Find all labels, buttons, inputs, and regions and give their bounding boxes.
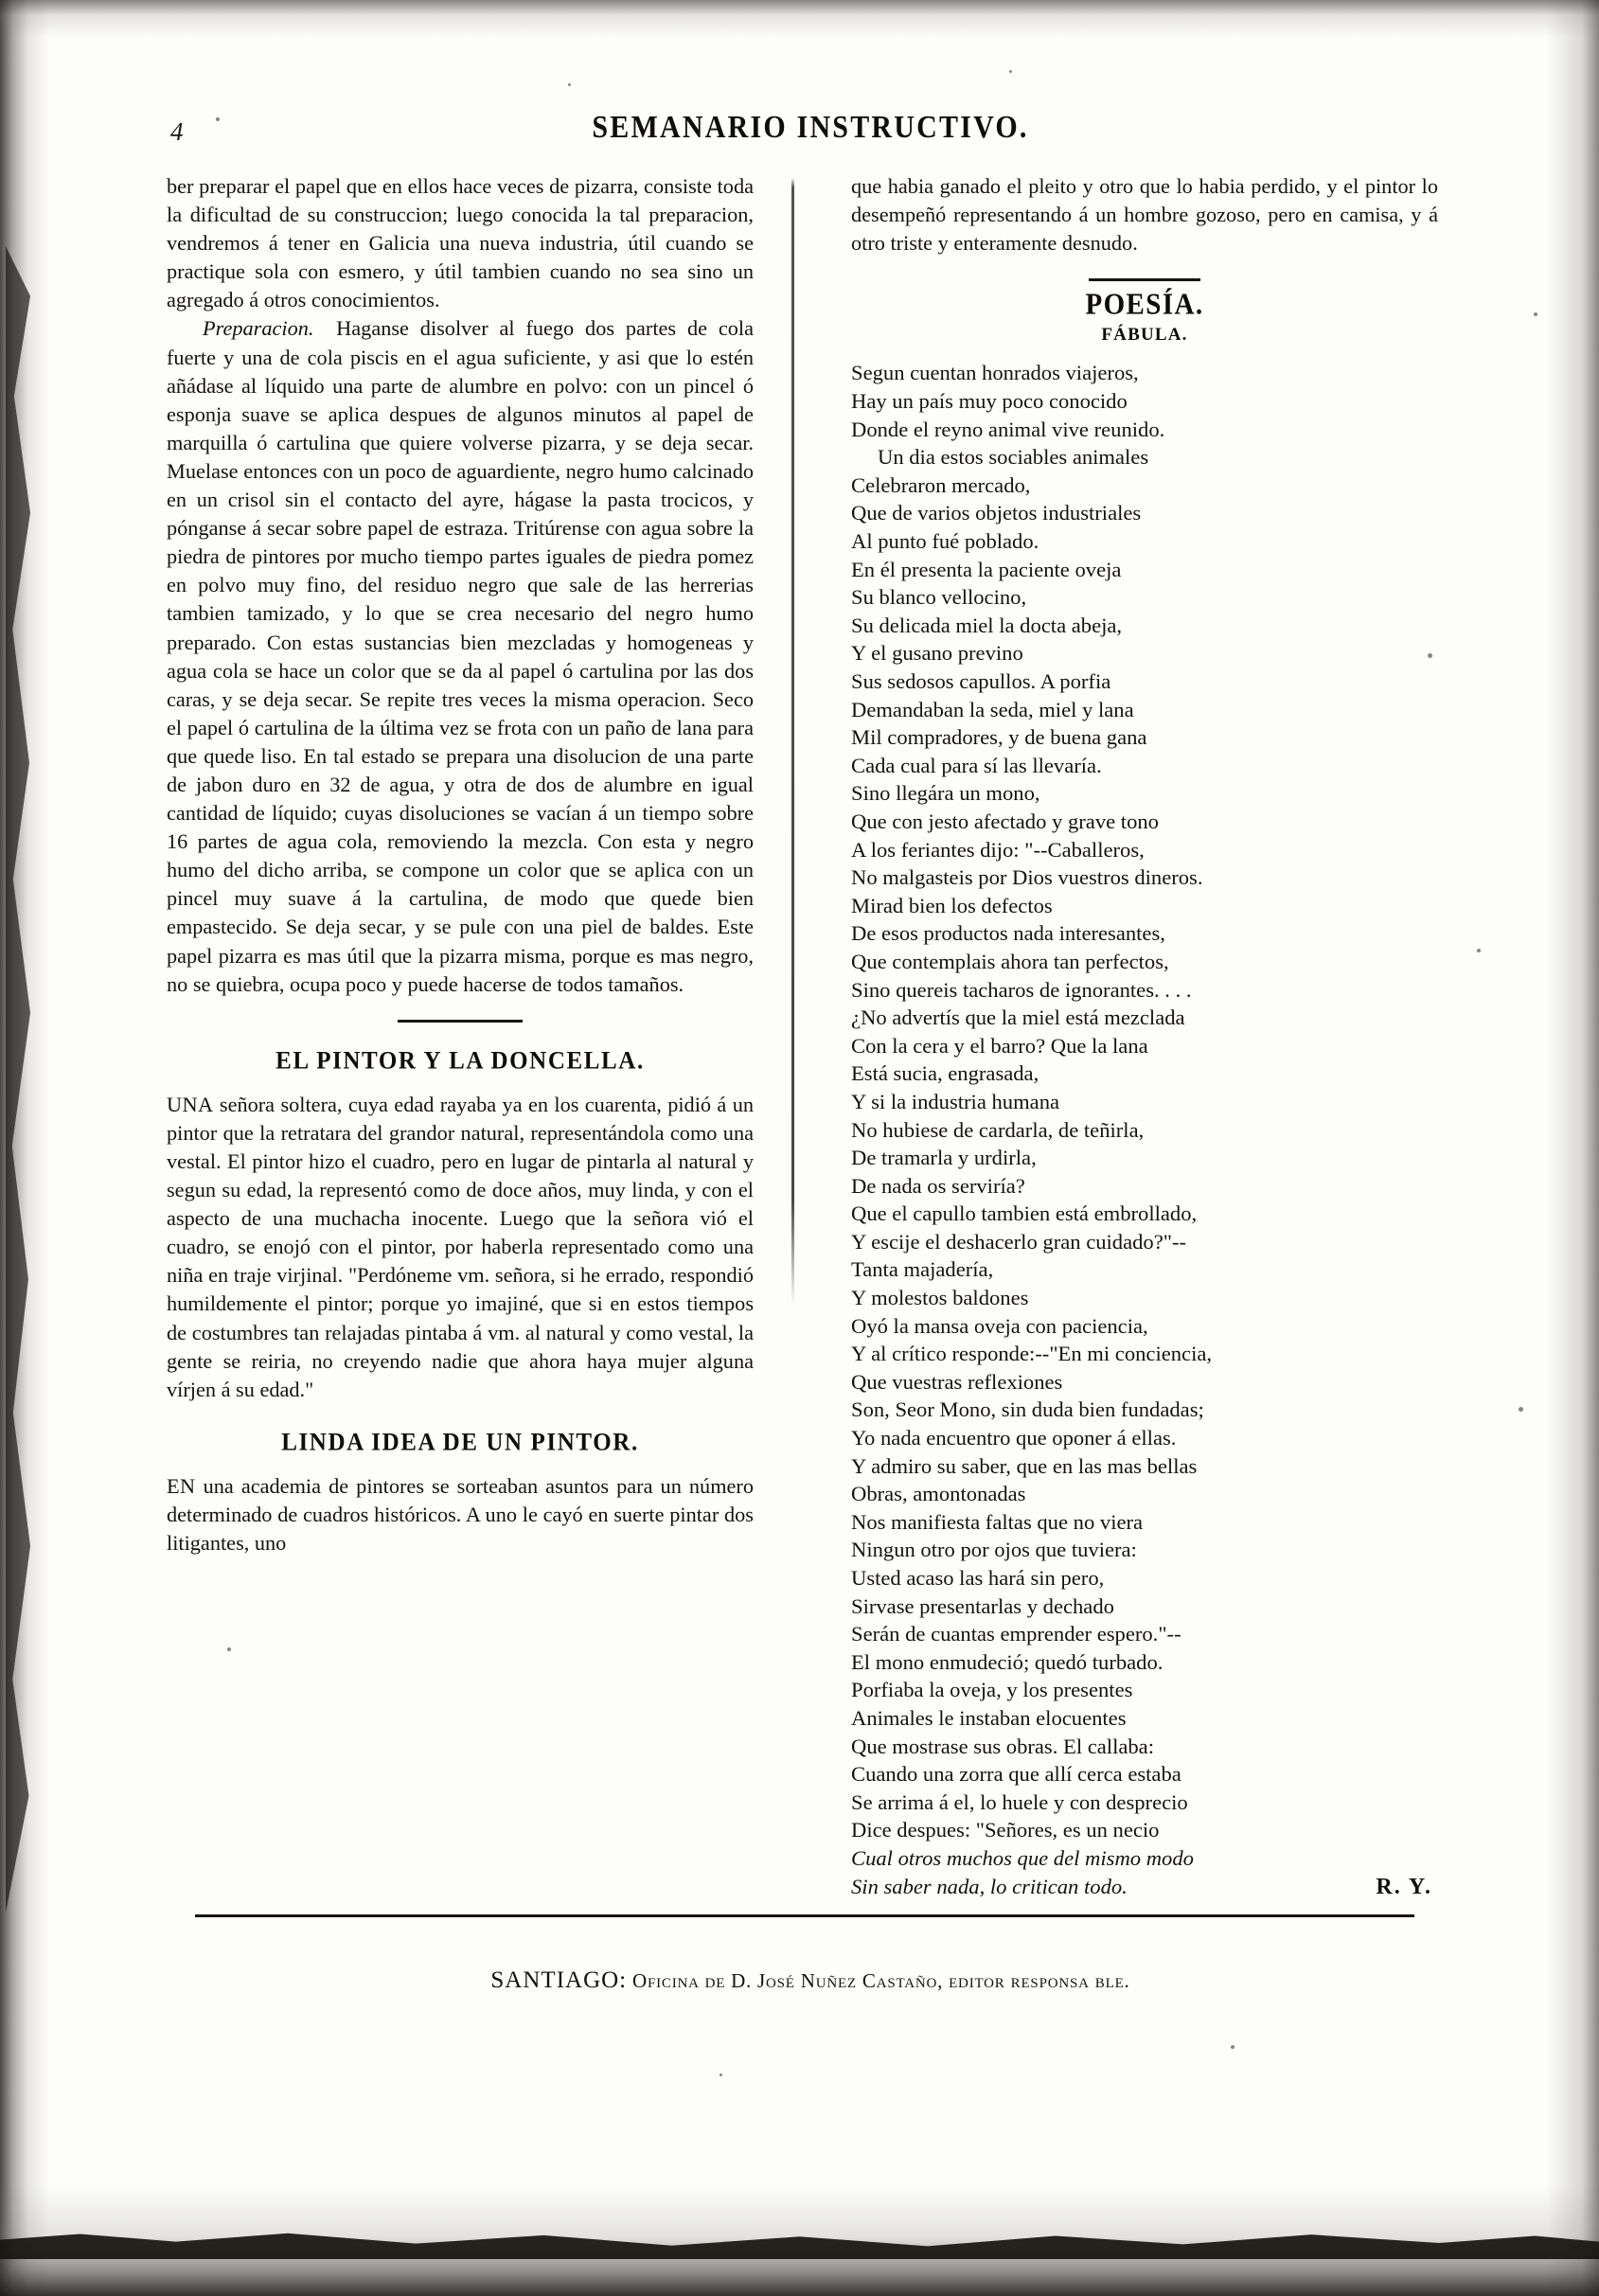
paragraph-article-continued: que habia ganado el pleito y otro que lo habia perdido, y el pintor lo desempeñó representando á un hombre gozoso, pero en camisa, y á otro triste y enteramente desnudo. — [851, 174, 1438, 256]
paragraph-body-text: una academia de pintores se sorteaban asuntos para un número determinado de cuadros históricos. A uno le cayó en suerte pintar dos litigantes, uno — [167, 1473, 755, 1556]
poem-line: No malgasteis por Dios vuestros dineros. — [851, 865, 1203, 890]
poem-line: Cual otros muchos que del mismo modo — [851, 1845, 1194, 1870]
poem-line: En él presenta la paciente oveja — [851, 557, 1122, 581]
poem-line: De esos productos nada interesantes, — [851, 921, 1165, 946]
paragraph-preparacion-text: Haganse disolver al fuego dos partes de cola fuerte y una de cola piscis en el agua suficiente, y asi que lo estén añádase al líquido una parte de alumbre en polvo: con un pincel ó esponja suave se aplica despues de algunos minutos al papel de marquilla ó cartulina que quiere volverse pizarra, y se deja secar. Muelase entonces con un poco de aguardiente, negro humo calcinado en un crisol sin el contacto del ayre, hágase la pasta trocicos, y pónganse á secar sobre papel de estraza. Tritúrense con agua sobre la piedra de pintores por mucho tiempo partes iguales de piedra pomez en polvo muy fino, del residuo negro que sale de las herrerias tambien tamizado, y lo que se crea necesario del negro humo preparado. Con estas sustancias bien mezcladas y homogeneas y agua cola se hace un color que se da al papel ó cartulina por las dos caras, y se deja secar. Se repite tres veces la misma operacion. Seco el papel ó cartulina de la última vez se frota con un paño de lana para que quede liso. En tal estado se prepara una disolucion de una parte de jabon duro en 32 de agua, y otra de dos de alumbre en igual cantidad de líquido; cuyas disoluciones se vacían á un tiempo sobre 16 partes de agua cola, removiendo la mezcla. Con esta y negro humo del dicho arriba, se compone un color que se aplica con un pincel muy suave á la cartulina, de modo que quede bien empastecido. Se deja secar, y se pule con una piel de baldes. Este papel pizarra es mas útil que la pizarra misma, porque es mas negro, no se quiebra, ocupa poco y puede hacerse de todos tamaños. — [167, 316, 754, 996]
poem-line: Sus sedosos capullos. A porfia — [851, 669, 1111, 693]
poem-line: Y admiro su saber, que en las mas bellas — [851, 1453, 1198, 1478]
poem-line: Y si la industria humana — [851, 1089, 1060, 1113]
heading-linda-idea-de-un-pintor: LINDA IDEA DE UN PINTOR. — [281, 1429, 639, 1456]
poetry-divider-rule — [1089, 278, 1200, 281]
imprint-publisher-name: José Nuñez Castaño, — [756, 1969, 944, 1992]
poem-line: Usted acaso las hará sin pero, — [851, 1566, 1105, 1590]
poem-line: Animales le instaban elocuentes — [851, 1705, 1127, 1730]
poem-line: Su delicada miel la docta abeja, — [851, 613, 1123, 637]
poem-line: Yo nada encuentro que oponer á ellas. — [851, 1426, 1177, 1451]
poem-line: Que contemplais ahora tan perfectos, — [851, 949, 1169, 973]
poem-line: Que vuestras reflexiones — [851, 1369, 1063, 1394]
poem-line: No hubiese de cardarla, de teñirla, — [851, 1117, 1145, 1142]
paragraph-article-continued: ber preparar el papel que en ellos hace veces de pizarra, consiste toda la dificultad de su construccion; luego conocida la tal preparacion, vendremos á tener en Galicia una nueva industria, útil cuando se practique sola con esmero, y útil tambien cuando no sea sino un agregado á otros conocimientos. — [167, 174, 754, 312]
poem-line: El mono enmudeció; quedó turbado. — [851, 1649, 1164, 1674]
poem-line: Cuando una zorra que allí cerca estaba — [851, 1762, 1181, 1787]
paragraph-preparacion — [167, 314, 754, 998]
heading-poesia: POESÍA. — [1085, 288, 1204, 322]
poem-line: Y al crítico responde:--"En mi conciencia, — [851, 1342, 1213, 1366]
poem-line: Ningun otro por ojos que tuviera: — [851, 1538, 1137, 1562]
scan-edge-shadow-right — [1542, 0, 1599, 2296]
poem-line: Mirad bien los defectos — [851, 893, 1053, 917]
lead-smallcaps: UNA — [167, 1092, 214, 1116]
poem-line: De tramarla y urdirla, — [851, 1146, 1037, 1170]
poem-line: ¿No advertís que la miel está mezclada — [851, 1006, 1185, 1030]
colophon-divider-rule — [195, 1914, 1414, 1917]
folio-number: 4 — [170, 117, 184, 146]
imprint-office: Oficina — [631, 1969, 700, 1992]
poem-line: Obras, amontonadas — [851, 1482, 1026, 1506]
poem-line: Y el gusano previno — [851, 641, 1023, 666]
poem-line: Celebraron mercado, — [851, 472, 1031, 497]
two-column-layout — [167, 172, 1454, 1901]
poem-line: Hay un país muy poco conocido — [851, 389, 1128, 414]
run-in-heading-preparacion: Preparacion. — [203, 316, 314, 341]
imprint-city: SANTIAGO: — [490, 1967, 628, 1993]
column-divider-rule — [791, 178, 794, 1309]
poem-line: Serán de cuantas emprender espero."-- — [851, 1622, 1181, 1646]
poem-line: Sino quereis tacharos de ignorantes. . . . — [851, 977, 1192, 1002]
section-divider-rule — [398, 1020, 523, 1023]
poem-line: Dice despues: "Señores, es un necio — [851, 1818, 1160, 1842]
scan-speckle — [1534, 312, 1537, 316]
poem-line: Cada cual para sí las llevaría. — [851, 753, 1102, 777]
poem-line: Que de varios objetos industriales — [851, 501, 1142, 525]
imprint-de: de — [704, 1969, 726, 1992]
masthead-title: SEMANARIO INSTRUCTIVO. — [592, 110, 1029, 145]
poem-line: Oyó la mansa oveja con paciencia, — [851, 1313, 1148, 1338]
poem-line: Que con jesto afectado y grave tono — [851, 809, 1159, 833]
poem-line: Al punto fué poblado. — [851, 529, 1039, 554]
poem-line: Sino llegára un mono, — [851, 781, 1040, 806]
poem-line: Se arrima á el, lo huele y con desprecio — [851, 1789, 1188, 1814]
poem-line: Sirvase presentarlas y dechado — [851, 1593, 1114, 1618]
type-area — [167, 53, 1454, 2117]
poem-line: Son, Seor Mono, sin duda bien fundadas; — [851, 1397, 1204, 1422]
scan-edge-shadow-top — [0, 0, 1599, 38]
heading-fabula: FÁBULA. — [1101, 325, 1188, 346]
poem-line: Mil compradores, y de buena gana — [851, 725, 1147, 750]
poem-verse-lines — [851, 359, 1438, 1900]
lead-smallcaps: EN — [167, 1473, 196, 1498]
poem-line: De nada os serviría? — [851, 1173, 1025, 1198]
poem-line: Segun cuentan honrados viajeros, — [851, 361, 1139, 385]
scan-speckle — [1519, 1407, 1523, 1412]
scan-speckle — [1477, 949, 1481, 952]
heading-el-pintor-y-la-doncella: EL PINTOR Y LA DONCELLA. — [275, 1046, 645, 1075]
right-column — [811, 172, 1438, 1901]
poem-line: Y molestos baldones — [851, 1286, 1029, 1310]
poem-line: Sin saber nada, lo critican todo. — [851, 1874, 1128, 1898]
left-column — [167, 172, 774, 1901]
colophon-imprint — [167, 1967, 1454, 1994]
imprint-don: D. — [731, 1969, 753, 1992]
poem-line: Nos manifiesta faltas que no viera — [851, 1509, 1144, 1534]
poem-line: Su blanco vellocino, — [851, 585, 1027, 610]
poem-line: Porfiaba la oveja, y los presentes — [851, 1678, 1133, 1702]
poem-line: Que el capullo tambien está embrollado, — [851, 1201, 1198, 1226]
paragraph-el-pintor-y-la-doncella — [167, 1091, 754, 1404]
poem-line: Con la cera y el barro? Que la lana — [851, 1033, 1148, 1058]
paragraph-linda-idea-de-un-pintor — [167, 1472, 754, 1557]
poem-line: Y escije el deshacerlo gran cuidado?"-- — [851, 1229, 1187, 1254]
poem-line: Donde el reyno animal vive reunido. — [851, 417, 1165, 441]
poem-line: Está sucia, engrasada, — [851, 1061, 1039, 1086]
poem-line: Tanta majadería, — [851, 1257, 994, 1282]
poem-line: A los feriantes dijo: "--Caballeros, — [851, 837, 1145, 862]
imprint-role: editor responsa ble. — [949, 1969, 1130, 1992]
poem-line: Que mostrase sus obras. El callaba: — [851, 1734, 1154, 1758]
paragraph-body-text: señora soltera, cuya edad rayaba ya en los cuarenta, pidió á un pintor que la retratara del grandor natural, representándola como una vestal. El pintor hizo el cuadro, pero en lugar de pintarla al natural y segun su edad, la representó como de doce años, muy linda, y con el aspecto de una muchacha inocente. Luego que la señora vió el cuadro, se enojó con el pintor, por haberla representado como una niña en traje virjinal. "Perdóneme vm. señora, si he errado, respondió humildemente el pintor; porque yo imajiné, que si en estos tiempos de costumbres tan relajadas pintaba á vm. al natural y como vestal, la gente se reiria, no creyendo nadie que ahora haya mujer alguna vírjen á su edad." — [167, 1092, 754, 1401]
poem-signature: R. Y. — [1376, 1874, 1432, 1899]
poem-line: Demandaban la seda, miel y lana — [851, 697, 1134, 721]
poem-line: Un dia estos sociables animales — [878, 445, 1149, 470]
